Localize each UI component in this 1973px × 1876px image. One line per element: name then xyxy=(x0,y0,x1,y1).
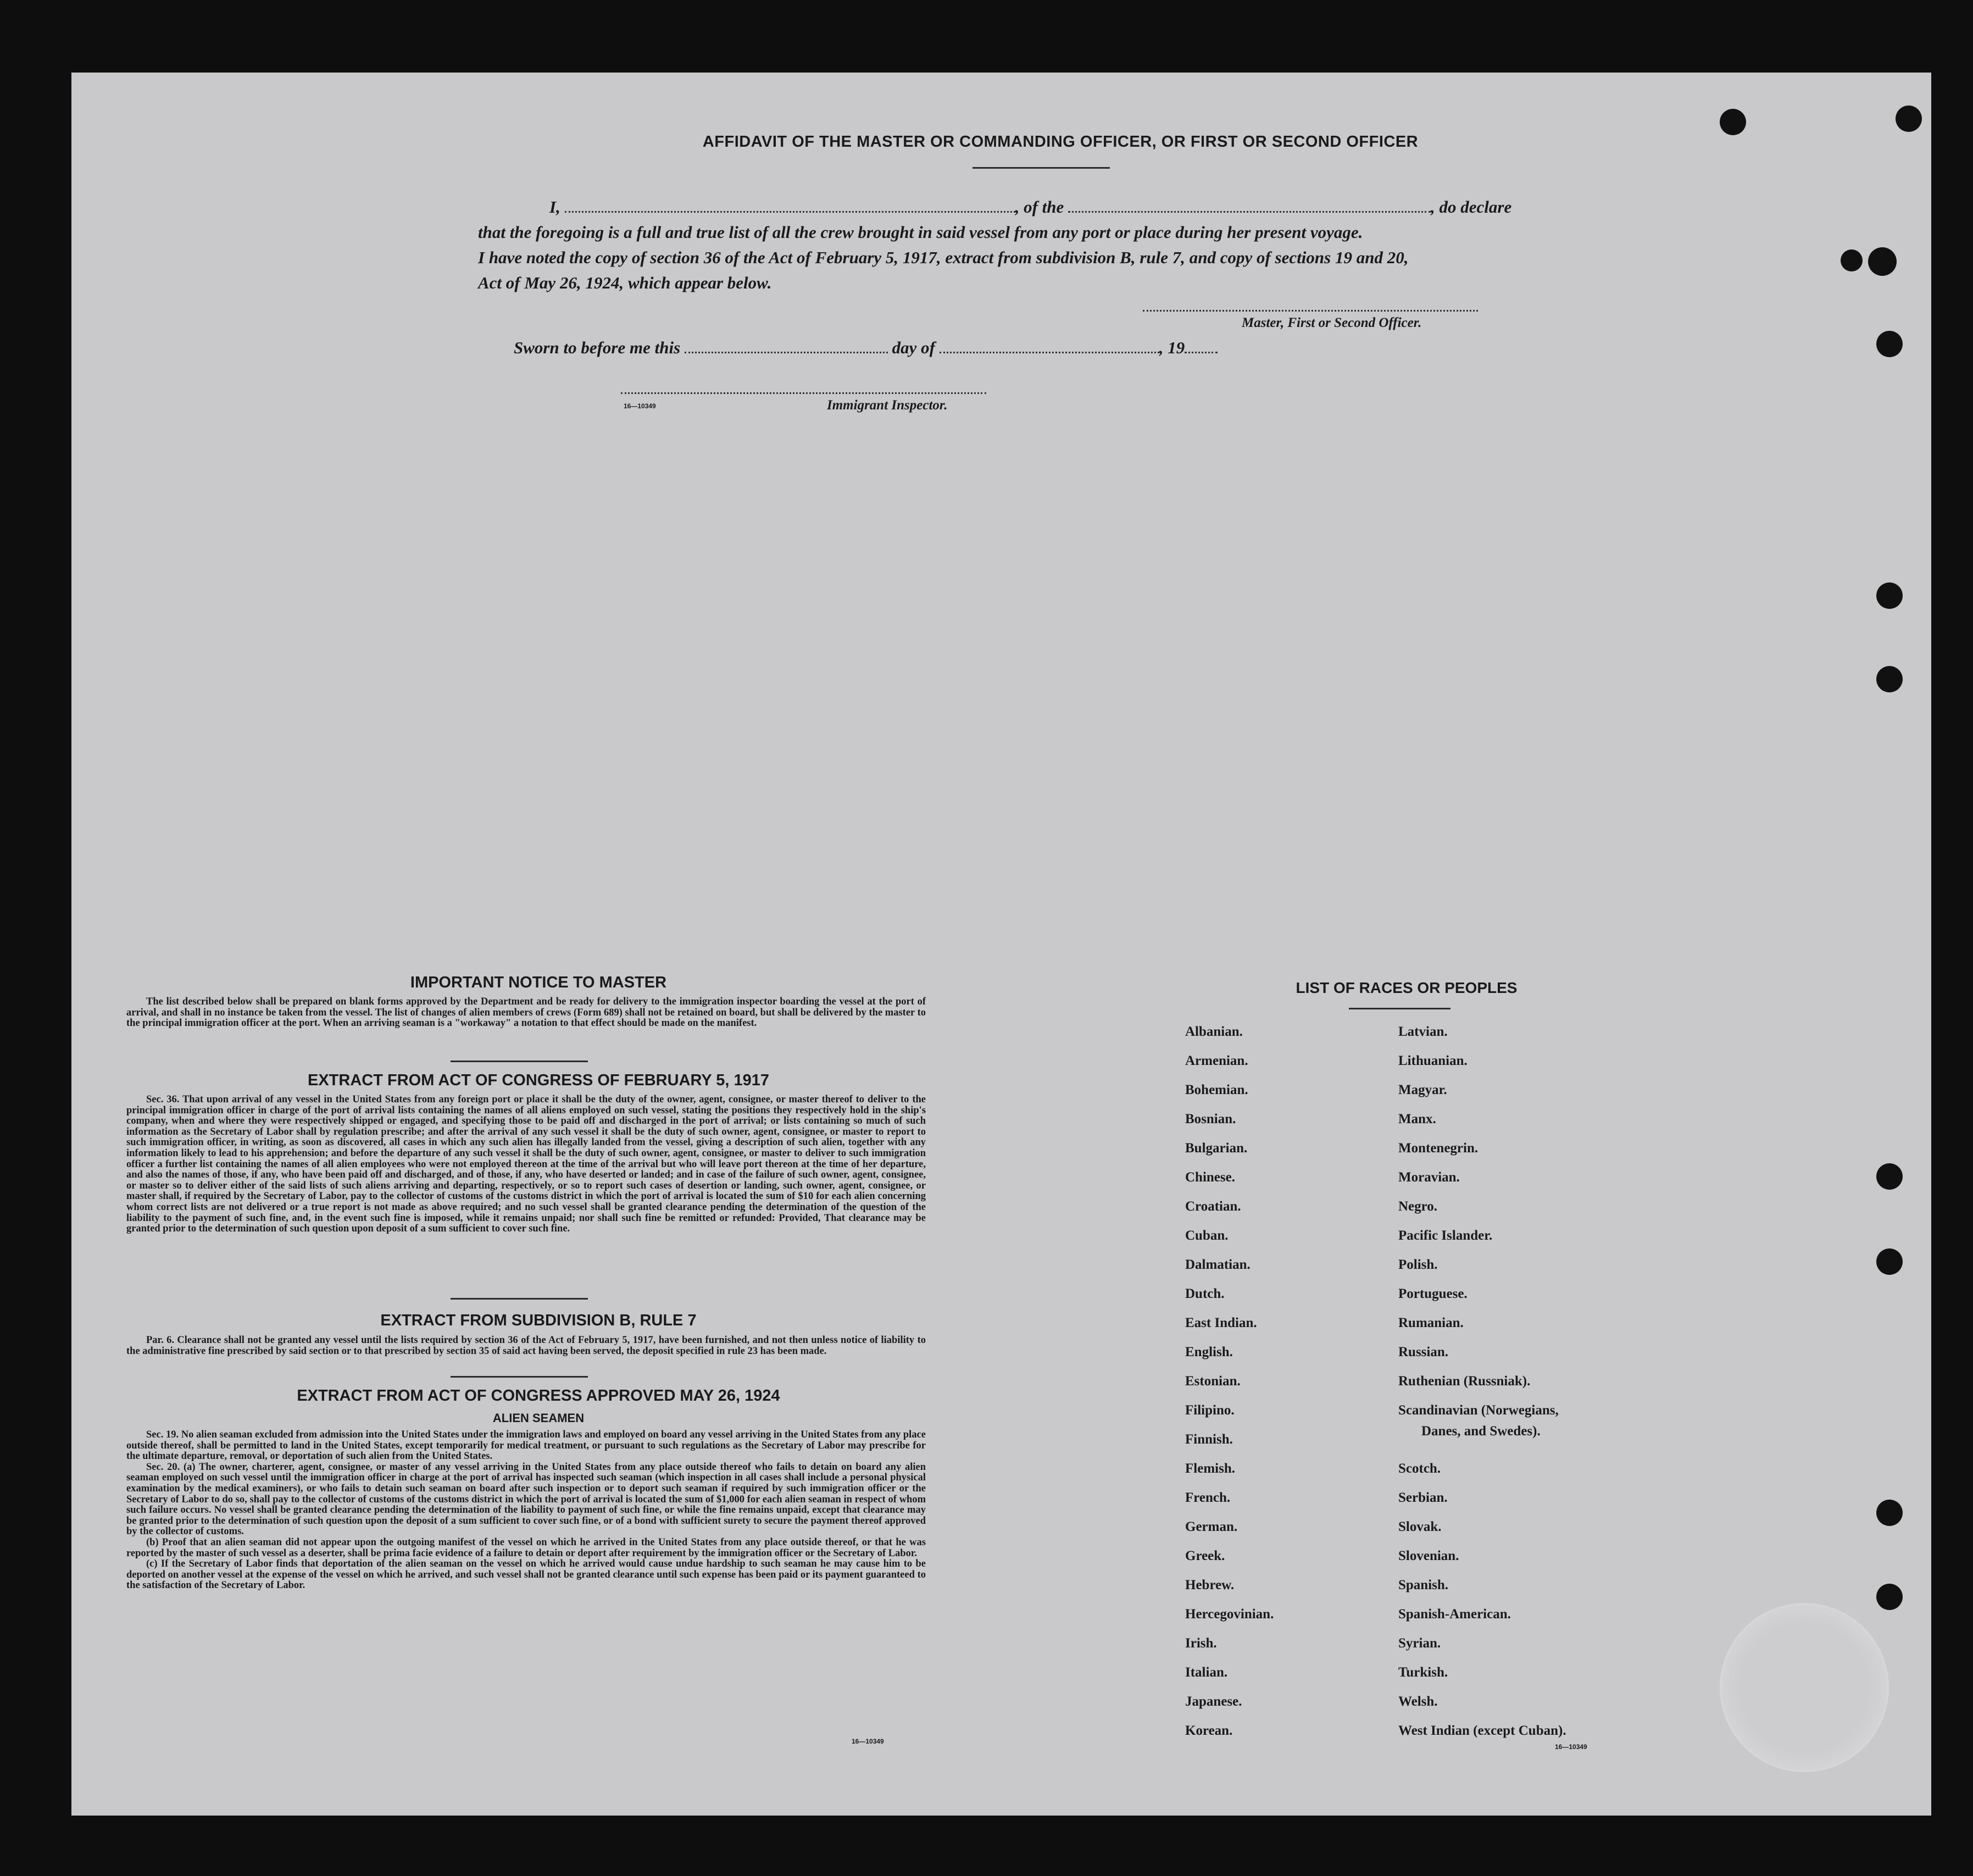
race-item: Danes, and Swedes). xyxy=(1421,1424,1541,1439)
form-number: 16—10349 xyxy=(852,1738,884,1745)
race-item: Flemish. xyxy=(1185,1461,1235,1476)
sworn-day-field[interactable] xyxy=(685,337,888,353)
punch-hole xyxy=(1876,1500,1903,1526)
section-divider xyxy=(451,1061,588,1062)
punch-hole xyxy=(1876,331,1903,357)
punch-hole xyxy=(1720,109,1746,135)
punch-hole xyxy=(1876,666,1903,692)
extract-1924-body xyxy=(126,1430,926,1591)
extract-1917-title: EXTRACT FROM ACT OF CONGRESS OF FEBRUARY 5, 1917 xyxy=(307,1072,770,1089)
race-item: Cuban. xyxy=(1185,1228,1229,1243)
notice-paragraph: The list described below shall be prepared on blank forms approved by the Department and be ready for delivery to the immigration inspector boarding the vessel at the port of arrival, and shall in no instance be taken from the vessel. The list of changes of alien members of crews (Form 689) shall not be retained on board, but shall be delivered by the master to the principal immigration officer at the port. When an arriving seaman is a "workaway" a notation to that effect should be made on the manifest. xyxy=(126,996,926,1029)
race-item: Welsh. xyxy=(1398,1694,1438,1709)
race-item: Polish. xyxy=(1398,1257,1438,1272)
embossed-seal xyxy=(1720,1603,1889,1772)
race-item: Spanish-American. xyxy=(1398,1607,1511,1622)
inspector-signature-field[interactable] xyxy=(621,392,986,394)
punch-hole xyxy=(1876,1584,1903,1610)
declaration-line: that the foregoing is a full and true list of all the crew brought in said vessel from any port or place during her present voyage. xyxy=(478,223,1363,242)
extract-1924-title: EXTRACT FROM ACT OF CONGRESS APPROVED MAY 26, 1924 xyxy=(297,1387,780,1405)
race-item: Greek. xyxy=(1185,1548,1225,1563)
race-item: Portuguese. xyxy=(1398,1286,1468,1301)
race-item: Spanish. xyxy=(1398,1578,1449,1592)
subdivision-b-title: EXTRACT FROM SUBDIVISION B, RULE 7 xyxy=(380,1312,697,1329)
race-item: Bulgarian. xyxy=(1185,1141,1248,1156)
punch-hole xyxy=(1876,1248,1903,1275)
punch-hole xyxy=(1876,1163,1903,1190)
vessel-name-field[interactable] xyxy=(1068,197,1431,213)
race-item: Manx. xyxy=(1398,1112,1436,1126)
section-divider xyxy=(451,1376,588,1378)
subdivision-b-body xyxy=(126,1335,926,1357)
race-item: Latvian. xyxy=(1398,1024,1448,1039)
race-item: Filipino. xyxy=(1185,1403,1235,1418)
year-label: , 19 xyxy=(1159,338,1185,357)
document-page xyxy=(71,73,1931,1816)
of-the-label: , of the xyxy=(1015,197,1064,217)
race-item: Bosnian. xyxy=(1185,1112,1236,1126)
affidavit-text xyxy=(478,195,1566,296)
form-number: 16—10349 xyxy=(1555,1743,1587,1751)
title-divider xyxy=(972,167,1110,169)
sworn-label: Sworn to before me this xyxy=(514,338,681,357)
race-item: Japanese. xyxy=(1185,1694,1242,1709)
punch-hole xyxy=(1841,249,1863,271)
punch-hole xyxy=(1876,582,1903,609)
alien-seamen-subtitle: ALIEN SEAMEN xyxy=(492,1411,585,1425)
race-item: Rumanian. xyxy=(1398,1316,1464,1330)
race-item: Korean. xyxy=(1185,1723,1233,1738)
race-item: Albanian. xyxy=(1185,1024,1243,1039)
par-6-paragraph: Par. 6. Clearance shall not be granted any vessel until the lists required by section 36 of the Act of February 5, 1917, have been furnished, and not then unless notice of liability to the administrative fine prescribed by said section or to that prescribed by section 35 of said act having been served, the deposit specified in rule 23 has been made. xyxy=(126,1335,926,1357)
race-item: Pacific Islander. xyxy=(1398,1228,1493,1243)
section-20b-paragraph: (b) Proof that an alien seaman did not appear upon the outgoing manifest of the vessel on which he arrived in the United States from any place outside thereof, or that he was reported by the master of such vessel as a deserter, shall be prima facie evidence of a failure to detain or deport after requirement by the immigration officer or the Secretary of Labor. xyxy=(126,1536,926,1559)
punch-hole xyxy=(1868,247,1897,276)
notice-title: IMPORTANT NOTICE TO MASTER xyxy=(410,974,667,991)
section-19-paragraph: Sec. 19. No alien seaman excluded from admission into the United States under the immigration laws and employed on board any vessel arriving in the United States from any place outside thereof, shall be permitted to land in the United States, except temporarily for medical treatment, or pursuant to such regulations as the Secretary of Labor may prescribe for the ultimate departure, removal, or deportation of such alien from the United States. xyxy=(126,1429,926,1462)
notice-body xyxy=(126,997,926,1029)
race-item: Slovak. xyxy=(1398,1519,1442,1534)
race-item: Hercegovinian. xyxy=(1185,1607,1274,1622)
race-item: Armenian. xyxy=(1185,1053,1248,1068)
race-item: Italian. xyxy=(1185,1665,1228,1680)
section-36-paragraph: Sec. 36. That upon arrival of any vessel in the United States from any foreign port or place it shall be the duty of the owner, agent, consignee, or master thereof to deliver to the principal immigration officer in charge of the port of arrival lists containing the names of all aliens employed on such vessel, stating the positions they respectively hold in the ship's company, when and where they were respectively shipped or engaged, and specifying those to be paid off and discharged in the port of arrival; or lists containing so much of such information as the Secretary of Labor shall by regulation prescribe; and after the arrival of any such vessel it shall be the duty of such owner, agent, consignee, or master to report to such immigration officer, in writing, as soon as discovered, all cases in which any such alien has illegally landed from the vessel, giving a description of such alien, together with any information likely to lead to his apprehension; and before the departure of any such vessel it shall be the duty of such owner, agent, consignee, or master to deliver to such immigration officer a further list containing the names of all alien employees who were not employed thereon at the time of the arrival but who will leave port thereon at the time of her departure, and also the names of those, if any, who have been paid off and discharged, and of those, if any, who have deserted or landed; and in case of the failure of such owner, agent, consignee, or master so to deliver either of the said lists of such aliens arriving and departing, respectively, or so to report such cases of desertion or landing, such owner, agent, consignee, or master shall, if required by the Secretary of Labor, pay to the collector of customs of the customs district in which the port of arrival is located the sum of $10 for each alien concerning whom correct lists are not delivered or a true report is not made as above required; and no such vessel shall be granted clearance pending the determination of the question of the liability to the payment of such fine, and, in the event such fine is imposed, while it remains unpaid; nor shall such fine be remitted or refunded: Provided, That clearance may be granted prior to the determination of such question upon deposit of a sum sufficient to cover such fine. xyxy=(126,1094,926,1235)
race-item: Croatian. xyxy=(1185,1199,1241,1214)
race-item: Syrian. xyxy=(1398,1636,1441,1651)
race-item: Scandinavian (Norwegians, xyxy=(1398,1403,1559,1418)
race-item: Serbian. xyxy=(1398,1490,1448,1505)
race-item: Hebrew. xyxy=(1185,1578,1235,1592)
races-divider xyxy=(1349,1008,1450,1009)
race-item: German. xyxy=(1185,1519,1238,1534)
race-item: West Indian (except Cuban). xyxy=(1398,1723,1566,1738)
sworn-month-field[interactable] xyxy=(940,337,1159,353)
race-item: Estonian. xyxy=(1185,1374,1241,1389)
race-item: Irish. xyxy=(1185,1636,1217,1651)
race-item: Russian. xyxy=(1398,1345,1449,1359)
race-item: Bohemian. xyxy=(1185,1083,1248,1097)
race-item: Ruthenian (Russniak). xyxy=(1398,1374,1531,1389)
officer-caption: Master, First or Second Officer. xyxy=(1242,315,1422,330)
sworn-line xyxy=(514,335,1602,360)
race-item: English. xyxy=(1185,1345,1233,1359)
race-item: Chinese. xyxy=(1185,1170,1235,1185)
races-title: LIST OF RACES OR PEOPLES xyxy=(1296,979,1518,996)
race-item: Montenegrin. xyxy=(1398,1141,1479,1156)
form-number: 16—10349 xyxy=(624,402,656,410)
section-divider xyxy=(451,1298,588,1300)
inspector-caption: Immigrant Inspector. xyxy=(827,398,948,413)
do-declare-label: , do declare xyxy=(1431,197,1512,217)
declaration-line: Act of May 26, 1924, which appear below. xyxy=(478,273,772,292)
sworn-year-field[interactable] xyxy=(1185,337,1218,353)
race-item: Lithuanian. xyxy=(1398,1053,1468,1068)
declaration-line: I have noted the copy of section 36 of the Act of February 5, 1917, extract from subdivision B, rule 7, and copy of sections 19 and 20, xyxy=(478,248,1409,267)
race-item: Negro. xyxy=(1398,1199,1438,1214)
punch-hole xyxy=(1896,106,1922,132)
race-item: Slovenian. xyxy=(1398,1548,1459,1563)
race-item: Turkish. xyxy=(1398,1665,1448,1680)
section-20c-paragraph: (c) If the Secretary of Labor finds that deportation of the alien seaman on the vessel on which he arrived would cause undue hardship to such seaman he may cause him to be deported on another vessel at the expense of the vessel on which he arrived, and such vessel shall not be granted clearance until such expense has been paid or its payment guaranteed to the satisfaction of the Secretary of Labor. xyxy=(126,1558,926,1591)
officer-signature-field[interactable] xyxy=(1143,310,1478,312)
day-of-label: day of xyxy=(892,338,935,357)
section-20a-paragraph: Sec. 20. (a) The owner, charterer, agent, consignee, or master of any vessel arriving in the United States from any place outside thereof who fails to detain on board any alien seaman employed on such vessel until the immigration officer in charge at the port of arrival has inspected such seaman (which inspection in all cases shall include a personal physical examination by the medical examiners), or who fails to detain such seaman on board after such inspection or to deport such seaman if required by such immigration officer or the Secretary of Labor to do so, shall pay to the collector of customs of the customs district in which the port of arrival is located the sum of $1,000 for each alien seaman in respect of whom such failure occurs. No vessel shall be granted clearance pending the determination of the liability to payment of such fine, or while the fine remains unpaid, except that clearance may be granted prior to the determination of such question upon the deposit of a sum sufficient to cover such fine, or of a bond with sufficient surety to secure the payment thereof approved by the collector of customs. xyxy=(126,1461,926,1538)
affidavit-title: AFFIDAVIT OF THE MASTER OR COMMANDING OFFICER, OR FIRST OR SECOND OFFICER xyxy=(702,133,1419,151)
race-item: Scotch. xyxy=(1398,1461,1441,1476)
race-item: Dutch. xyxy=(1185,1286,1225,1301)
race-item: Finnish. xyxy=(1185,1432,1233,1447)
race-item: French. xyxy=(1185,1490,1231,1505)
race-item: Magyar. xyxy=(1398,1083,1447,1097)
declarant-prefix: I, xyxy=(549,197,560,217)
extract-1917-body xyxy=(126,1095,926,1235)
race-item: Dalmatian. xyxy=(1185,1257,1251,1272)
race-item: Moravian. xyxy=(1398,1170,1460,1185)
declarant-name-field[interactable] xyxy=(565,197,1015,213)
race-item: East Indian. xyxy=(1185,1316,1257,1330)
